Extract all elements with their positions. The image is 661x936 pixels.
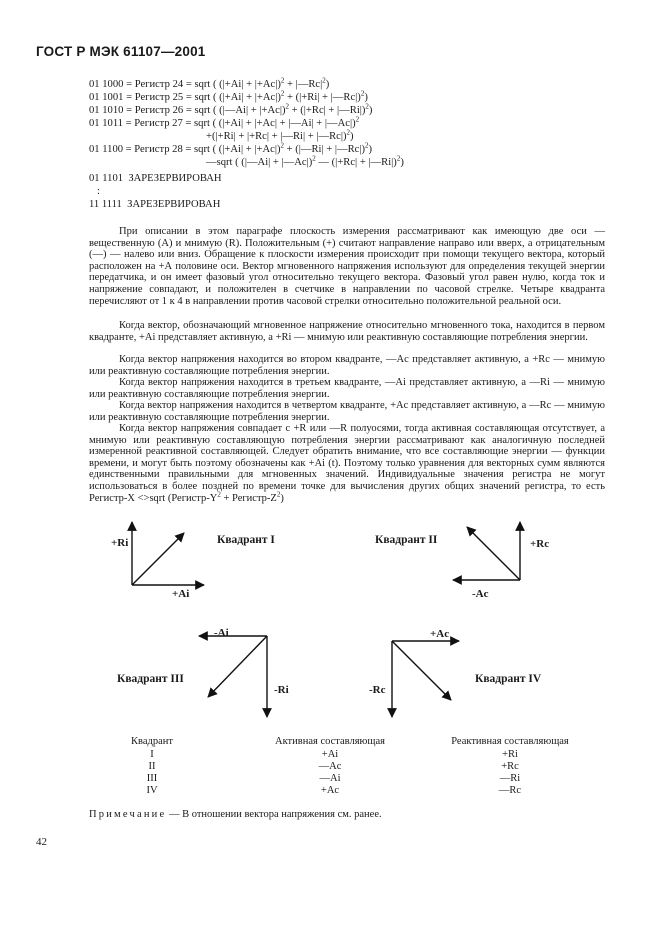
note-label: Примечание: [89, 809, 167, 820]
paragraph: Когда вектор, обозначающий мгновенное напряжение относительно мгновенного тока, находится в первом квадранте, +Ai представляет активную, а +Ri — мнимую или реактивную составляющие потребления энергии.: [89, 320, 605, 343]
paragraph: Когда вектор напряжения находится в третьем квадранте, —Ai представляет активную, а —Ri — мнимую или реактивную составляющие потребления энергии.: [89, 377, 605, 400]
formula-line: +(|+Ri| + |+Rc| + |—Ri| + |—Rc|)$^2$): [206, 128, 354, 142]
formula-line: 01 1000 = Регистр 24 = sqrt ( $(|+Ai| + |+Ac|)^2$ + $|—Rc|^2$): [89, 76, 330, 90]
table-cell: +Ri: [502, 749, 518, 760]
document-header: ГОСТ Р МЭК 61107—2001: [36, 44, 206, 59]
paragraph: При описании в этом параграфе плоскость измерения рассматривают как имеющую две оси — вещественную (А) и мнимую (R). Положительным (+) считают направление направо или вверх, а отрицательным (—) — налево или вниз. Обращение к плоскости измерения происходит при помощи текущего вектора, который расположен на +А половине оси. Вектор мгновенного напряжения используют для определения текущей энергии передатчика, и он имеет фазовый угол относительно текущего вектора. Фазовый угол равен нулю, когда ток и напряжение совпадают, и положителен в счетчике в направлении по часовой стрелке. Четыре квадранта перечисляют от 1 к 4 в направлении против часовой стрелки относительно положительной реальной оси.: [89, 226, 605, 307]
formula-line: 01 1010 = Регистр 26 = sqrt ( (|—Ai| + |+Ac|)$^2$ + (|+Rc| + |—Ri|)$^2$): [89, 102, 373, 116]
table-cell: I: [150, 749, 154, 760]
q2-vertical-label: +Rc: [530, 538, 550, 550]
paragraph: Когда вектор напряжения находится в четвертом квадранте, +Ac представляет активную, а —Rc — мнимую или реактивную составляющие потребления энергии.: [89, 400, 605, 423]
table-cell: +Ai: [321, 749, 339, 760]
q2-horizontal-label: -Ac: [472, 588, 489, 600]
quadrant-4-title: Квадрант IV: [475, 673, 542, 685]
paragraph: Когда вектор напряжения совпадает с +R или —R полуосями, тогда активная составляющая отсутствует, а мнимую или реактивную составляющую потребления энергии рассматривают как аналогичную последней измеренной реактивной составляющей. Следует обратить внимание, что все составляющие энергии — функции времени, и могут быть поэтому обозначены как +Ai (t). Поэтому только уравнения для векторных сумм являются единственными правильными для мгновенных значений. Индивидуальные значения регистра не могут использоваться в более поздней по времени точке для вычисления других общих значений регистра, то есть Регистр-X <>sqrt ($Регистр-Y^2$ + Регистр-$Z^2$): [89, 423, 605, 504]
quadrant-2-diagram: [453, 522, 520, 580]
formula-line: 01 1001 = Регистр 25 = sqrt ( $(|+Ai| + |+Ac|)^2 + (|+Ri|$ + |—Rc|)$^2$): [89, 89, 368, 103]
quadrant-4-diagram: [392, 641, 459, 717]
quadrant-3-title: Квадрант III: [117, 673, 184, 685]
table-cell: +Ac: [320, 785, 340, 796]
note: [89, 809, 382, 820]
table-cell: III: [146, 773, 158, 784]
q1-horizontal-label: +Ai: [172, 588, 190, 600]
formula-line: —sqrt ( (|—Ai| + |—Ac|)$^2$ — (|+Rc| + |—Ri|)$^2$): [206, 154, 404, 168]
q4-vertical-label: -Rc: [369, 684, 386, 696]
quadrant-2-title: Квадрант II: [375, 534, 438, 546]
ellipsis-colon: :: [97, 186, 100, 197]
note-text: — В отношении вектора напряжения см. ранее.: [166, 809, 382, 820]
quadrant-3-diagram: [199, 636, 267, 717]
reserved-line: 01 1101 ЗАРЕЗЕРВИРОВАН: [89, 173, 222, 184]
quadrant-1-title: Квадрант I: [217, 534, 275, 546]
table-cell: —Ai: [319, 773, 341, 784]
table-cell: —Ri: [499, 773, 521, 784]
formula-line: 01 1011 = Регистр 27 = sqrt ( (|+Ai| + |+Ac| + |—Ai| + |—Ac|)$^2$: [89, 115, 360, 129]
page-number: 42: [36, 836, 47, 848]
table-cell: —Ac: [318, 761, 342, 772]
table-header: Реактивная составляющая: [451, 736, 569, 747]
q4-horizontal-label: +Ac: [430, 628, 450, 640]
quadrant-1-diagram: [132, 522, 204, 585]
table-cell: IV: [146, 785, 158, 796]
table-header: Квадрант: [131, 736, 173, 747]
q1-vertical-label: +Ri: [111, 537, 129, 549]
table-cell: —Rc: [498, 785, 522, 796]
table-cell: II: [148, 761, 156, 772]
q3-horizontal-label: -Ai: [214, 627, 229, 639]
paragraph: Когда вектор напряжения находится во втором квадранте, —Ac представляет активную, а +Rc — мнимую или реактивную составляющие потребления энергии.: [89, 354, 605, 377]
reserved-line: 11 1111 ЗАРЕЗЕРВИРОВАН: [89, 199, 221, 210]
q3-vertical-label: -Ri: [274, 684, 289, 696]
formula-line: 01 1100 = Регистр 28 = sqrt ( $(|+Ai| + |+Ac|)^2$ + (|—Ri| + |—Rc|)$^2$): [89, 141, 373, 155]
table-header: Активная составляющая: [275, 736, 385, 747]
table-cell: +Rc: [501, 761, 519, 772]
